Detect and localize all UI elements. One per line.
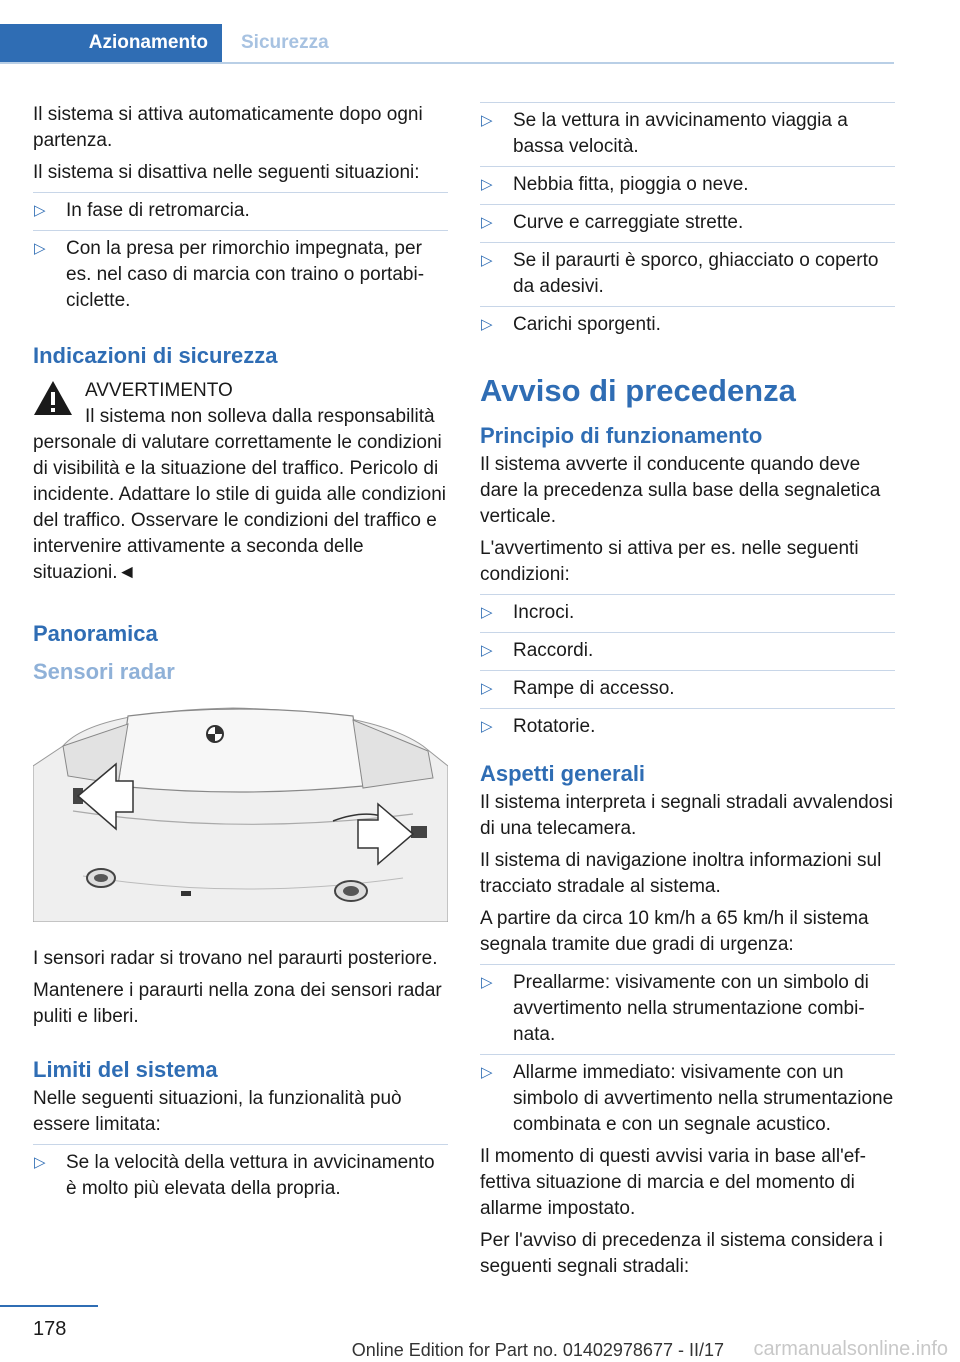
urgency-list — [480, 964, 895, 1138]
triangle-bullet-icon: ▷ — [481, 1064, 493, 1081]
list-item: ▷ Carichi sporgenti. — [480, 306, 895, 338]
general-heading: Aspetti generali — [480, 761, 646, 786]
triangle-bullet-icon: ▷ — [34, 240, 46, 257]
radar-paragraph-2: Mantenere i paraurti nella zona dei sensori radar puliti e liberi. — [33, 980, 442, 1027]
triangle-bullet-icon: ▷ — [34, 1154, 46, 1171]
limits-heading: Limiti del sistema — [33, 1057, 218, 1082]
warning-text: Il sistema non solleva dalla responsabilità personale di valutare correttamente le condizioni di visibilità e la situazione del traffico. Pericolo di incidente. Adattare lo stile di guida alle condizioni del traffico. Osservare le condizioni del traffico e intervenire attivamente a seconda delle situazioni.◄ — [33, 406, 446, 583]
list-item: ▷ Incroci. — [480, 594, 895, 626]
list-item: ▷ Rotatorie. — [480, 708, 895, 740]
header-tabs — [0, 24, 894, 64]
warning-title: AVVERTIMENTO — [85, 380, 233, 401]
list-item: ▷ Rampe di accesso. — [480, 670, 895, 702]
tab-azionamento[interactable]: Azionamento — [0, 24, 222, 62]
triangle-bullet-icon: ▷ — [34, 202, 46, 219]
triangle-bullet-icon: ▷ — [481, 176, 493, 193]
general-paragraph-1: Il sistema interpreta i segnali stradali avvalendosi di una telecamera. — [480, 792, 893, 839]
safety-heading: Indicazioni di sicurezza — [33, 343, 278, 368]
list-item: ▷ Se il paraurti è sporco, ghiacciato o coperto da adesivi. — [480, 242, 895, 300]
signs-paragraph: Per l'avviso di precedenza il sistema considera i seguenti segnali stradali: — [480, 1230, 883, 1277]
triangle-bullet-icon: ▷ — [481, 680, 493, 697]
list-item: ▷ Curve e carreggiate strette. — [480, 204, 895, 236]
triangle-bullet-icon: ▷ — [481, 112, 493, 129]
triangle-bullet-icon: ▷ — [481, 604, 493, 621]
deactivation-list — [33, 192, 448, 314]
right-column — [480, 102, 895, 1286]
radar-heading: Sensori radar — [33, 659, 175, 684]
main-heading: Avviso di precedenza — [480, 373, 796, 408]
moment-paragraph: Il momento di questi avvisi varia in base all'effettiva situazione di marcia e del momento di allarme impostato. — [480, 1146, 866, 1219]
list-item: ▷ Raccordi. — [480, 632, 895, 664]
warning-triangle-icon — [33, 380, 73, 416]
list-item: ▷ Se la velocità della vettura in avvicinamento è molto più elevata della propria. — [33, 1144, 448, 1202]
triangle-bullet-icon: ▷ — [481, 974, 493, 991]
overview-heading: Panoramica — [33, 621, 158, 646]
list-item: ▷ Preallarme: visivamente con un simbolo di avvertimento nella strumentazione combinata. — [480, 964, 895, 1048]
intro-paragraph-1: Il sistema si attiva automaticamente dopo ogni partenza. — [33, 104, 423, 151]
limits-intro: Nelle seguenti situazioni, la funzionalità può essere limitata: — [33, 1088, 402, 1135]
general-paragraph-3: A partire da circa 10 km/h a 65 km/h il sistema segnala tramite due gradi di urgenza: — [480, 908, 869, 955]
triangle-bullet-icon: ▷ — [481, 642, 493, 659]
principle-heading: Principio di funzionamento — [480, 423, 763, 448]
principle-paragraph: Il sistema avverte il conducente quando deve dare la precedenza sulla base della segnaletica verticale. — [480, 454, 881, 527]
limits-list-continued — [480, 102, 895, 338]
list-item: ▷ Allarme immediato: visivamente con un simbolo di avvertimento nella strumentazione combinata e con un segnale acustico. — [480, 1054, 895, 1138]
tab-sicurezza[interactable]: Sicurezza — [241, 32, 329, 53]
triangle-bullet-icon: ▷ — [481, 316, 493, 333]
conditions-list — [480, 594, 895, 740]
list-item: ▷ Se la vettura in avvicinamento viaggia a bassa velocità. — [480, 102, 895, 160]
page-number: 178 — [33, 1318, 67, 1340]
warning-intro-paragraph: L'avvertimento si attiva per es. nelle seguenti condizioni: — [480, 538, 859, 585]
watermark: carmanualsonline.info — [753, 1338, 948, 1360]
left-column — [33, 102, 448, 1208]
list-item: ▷ Nebbia fitta, pioggia o neve. — [480, 166, 895, 198]
triangle-bullet-icon: ▷ — [481, 718, 493, 735]
intro-paragraph-2: Il sistema si disattiva nelle seguenti situazioni: — [33, 162, 420, 183]
edition-text: Online Edition for Part no. 01402978677 - II/17 — [351, 1340, 724, 1360]
triangle-bullet-icon: ▷ — [481, 252, 493, 269]
list-item: ▷ In fase di retromarcia. — [33, 192, 448, 224]
triangle-bullet-icon: ▷ — [481, 214, 493, 231]
radar-sensor-illustration — [33, 706, 448, 922]
list-item: ▷ Con la presa per rimorchio impegnata, per es. nel caso di marcia con traino o portabiciclette. — [33, 230, 448, 314]
limits-list — [33, 1144, 448, 1202]
footer-rule — [0, 1305, 98, 1307]
warning-block — [33, 378, 448, 586]
general-paragraph-2: Il sistema di navigazione inoltra informazioni sul tracciato stradale al sistema. — [480, 850, 882, 897]
radar-paragraph-1: I sensori radar si trovano nel paraurti posteriore. — [33, 948, 438, 969]
